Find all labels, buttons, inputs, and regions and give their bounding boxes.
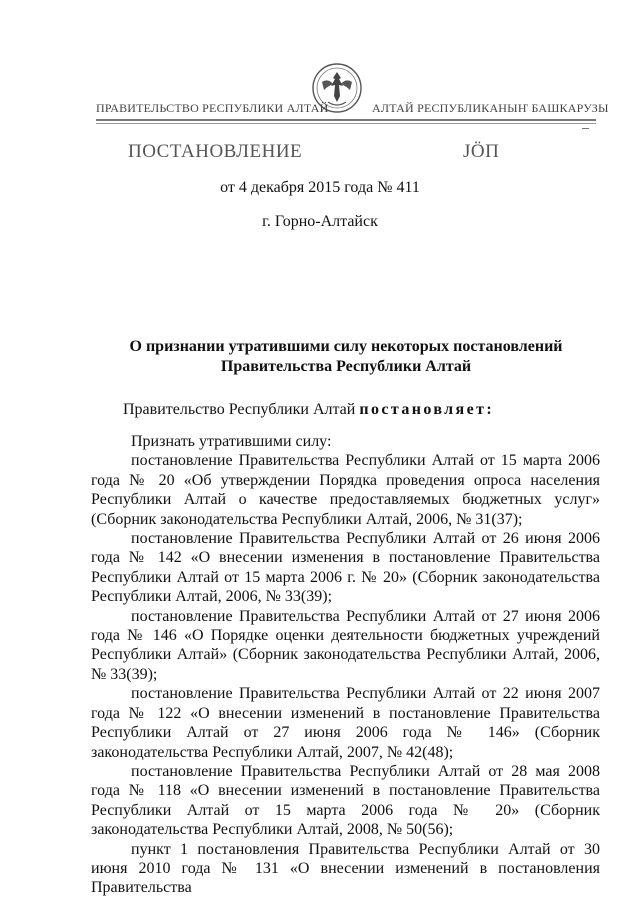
- body-paragraph: постановление Правительства Республики Алтай от 15 марта 2006 года № 20 «Об утверждении Порядка проведения опроса населения Республики Алтай о качестве предоставляемых бюджетных услуг» (Сборник законодательства Республики Алтай, 2006, № 31(37);: [91, 452, 600, 528]
- document-type-ru: ПОСТАНОВЛЕНИЕ: [128, 141, 303, 162]
- body-paragraph: постановление Правительства Республики Алтай от 28 мая 2008 года № 118 «О внесении изменений в постановление Правительства Республики Алтай от 15 марта 2006 года № 20» (Сборник законодательства Республики Алтай, 2008, № 50(56);: [91, 762, 600, 839]
- title-line-1: О признании утратившими силу некоторых постановлений: [129, 338, 563, 355]
- document-body: [91, 432, 600, 898]
- header-divider: [96, 119, 596, 121]
- body-paragraph: Признать утратившими силу:: [131, 433, 332, 450]
- preamble-verb: постановляет:: [359, 401, 495, 418]
- document-title: [96, 337, 596, 377]
- preamble-subject: Правительство Республики Алтай: [123, 401, 360, 418]
- government-name-alt: АЛТАЙ РЕСПУБЛИКАНЫҤ БАШКАРУЗЫ: [372, 101, 609, 115]
- document-type-alt: ЈӦП: [463, 141, 500, 162]
- body-paragraph: постановление Правительства Республики Алтай от 27 июня 2006 года № 146 «О Порядке оценки деятельности бюджетных учреждений Республики Алтай» (Сборник законодательства Республики Алтай, 2006, № 33(39);: [91, 607, 600, 683]
- document-date-number: от 4 декабря 2015 года № 411: [220, 179, 420, 196]
- body-paragraph: постановление Правительства Республики Алтай от 26 июня 2006 года № 142 «О внесении изменения в постановление Правительства Республики Алтай от 15 марта 2006 г. № 20» (Сборник законодательства Республики Алтай, 2006, № 33(39);: [91, 530, 600, 606]
- document-city: г. Горно-Алтайск: [262, 213, 378, 230]
- government-name-ru: ПРАВИТЕЛЬСТВО РЕСПУБЛИКИ АЛТАЙ: [96, 101, 329, 115]
- preamble: [123, 401, 494, 419]
- header-divider-thin: [96, 123, 596, 124]
- body-paragraph: пункт 1 постановления Правительства Республики Алтай от 30 июня 2010 года № 131 «О внесении изменений в постановления Правительства: [91, 840, 600, 897]
- title-line-2: Правительства Республики Алтай: [220, 358, 472, 375]
- header-mark: [582, 128, 589, 129]
- body-paragraph: постановление Правительства Республики Алтай от 22 июня 2007 года № 122 «О внесении изменений в постановление Правительства Республики Алтай от 27 июня 2006 года № 146» (Сборник законодательства Республики Алтай, 2007, № 42(48);: [91, 685, 600, 761]
